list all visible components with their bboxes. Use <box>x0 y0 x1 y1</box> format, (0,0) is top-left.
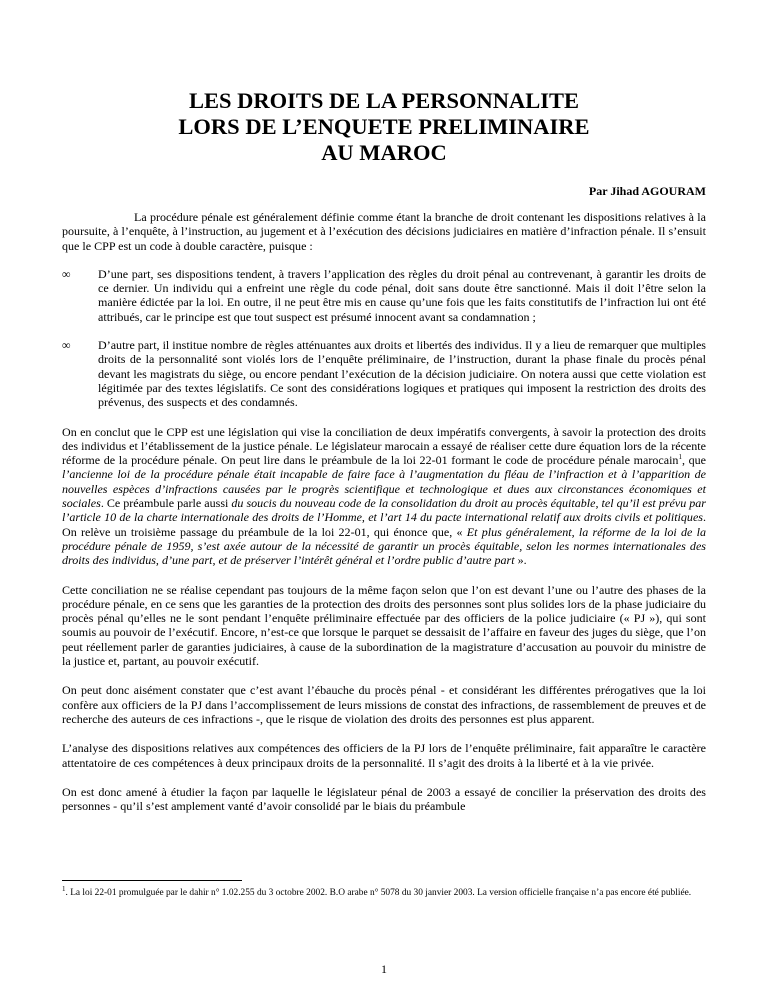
paragraph-constat: On peut donc aisément constater que c’est avant l’ébauche du procès pénal - et considérant les différentes prérogatives que la loi confère aux officiers de la PJ dans l’accomplissement de leurs missions de constat des infractions, de rassemblement de preuves et de recherche des auteurs de ces infractions -, que le risque de violation des droits des personnes est plus apparent. <box>62 683 706 726</box>
title-line-2: LORS DE L’ENQUETE PRELIMINAIRE <box>178 114 590 139</box>
footnote-divider <box>62 880 242 881</box>
bullet-item <box>62 267 706 324</box>
document-title <box>0 88 768 166</box>
bullet-text: D’autre part, il institue nombre de règles atténuantes aux droits et libertés des individus. Il y a lieu de remarquer que multiples droits de la personnalité sont violés lors de l’enquête préliminaire, de l’instruction, durant la phase finale du procès pénal devant les magistrats du siège, ou encore pendant l’exécution de la décision judiciaire. On notera aussi que cette violation est légitimée par des textes législatifs. Ce sont des considérations logiques et pratiques qui imposent la restriction des droits des prévenus, des suspects et des condamnés. <box>98 338 706 410</box>
footnote-text: . La loi 22-01 promulguée par le dahir n° 1.02.255 du 3 octobre 2002. B.O arabe n° 5078 du 30 janvier 2003. La version officielle française n’a pas encore été publiée. <box>65 888 692 898</box>
title-line-1: LES DROITS DE LA PERSONNALITE <box>188 88 580 113</box>
paragraph-conclusion: On en conclut que le CPP est une législation qui vise la conciliation de deux impératifs convergents, à savoir la protection des droits des individus et l’établissement de la justice pénale. Le législateur marocain a essayé de réaliser cette dure équation lors de la récente réforme de la procédure pénale. On peut lire dans le préambule de la loi 22-01 formant le code de procédure pénale marocain$^1$, que l’ancienne loi de la procédure pénale était incapable de faire face à l’augmentation du fléau de l’infraction et à l’apparition de nouvelles espèces d’infractions causées par le progrès scientifique et technologique et dues aux circonstances économiques et sociales. Ce préambule parle aussi du soucis du nouveau code de la consolidation du droit au procès équitable, tel qu’il est prévu par l’article 10 de la charte internationale des droits de l’Homme, et l’art 14 du pacte international relatif aux droits civils et politiques. On relève un troisième passage du préambule de la loi 22-01, qui énonce que, « Et plus généralement, la réforme de la loi de la procédure pénale de 1959, s’est axée autour de la nécessité de garantir un procès équitable, selon les normes internationales des droits des individus, d’une part, et de préserver l’intérêt général et l’ordre public d’autre part ». <box>62 424 706 568</box>
footnote <box>62 884 706 899</box>
bullet-item <box>62 338 706 409</box>
document-body <box>62 210 706 828</box>
page-number: 1 <box>381 962 387 976</box>
title-line-3: AU MAROC <box>321 140 447 165</box>
footnote-mark: 1 <box>62 884 66 893</box>
bullet-text: D’une part, ses dispositions tendent, à travers l’application des règles du droit pénal au contrevenant, à garantir les droits de ce dernier. Un individu qui a enfreint une règle du code pénal, doit sans doute être sanctionné. Mais il doit l’être selon la manière édictée par la loi. En outre, il ne peut être mis en cause qu’une fois que les faits constitutifs de l’infraction lui ont été attribués, car le principe est que tout suspect est présumé innocent avant sa condamnation ; <box>98 266 706 324</box>
paragraph-etude: On est donc amené à étudier la façon par laquelle le législateur pénal de 2003 a essayé de concilier la préservation des droits des personnes - qu’il s’est amplement vanté d’avoir consolidé par le biais du préambule <box>62 784 706 814</box>
footnote-ref[interactable]: 1 <box>678 453 682 462</box>
intro-paragraph: La procédure pénale est généralement définie comme étant la branche de droit contenant les dispositions relatives à la poursuite, à l’enquête, à l’instruction, au jugement et à l’exécution des décisions judiciaires en matière d’infraction pénale. Il s’ensuit que le CPP est un code à double caractère, puisque : <box>62 210 706 253</box>
author-byline: Par Jihad AGOURAM <box>588 184 706 198</box>
paragraph-analyse: L’analyse des dispositions relatives aux compétences des officiers de la PJ lors de l’enquête préliminaire, fait apparaître le caractère attentatoire de ces compétences à deux principaux droits de la personnalité. Il s’agit des droits à la liberté et à la vie privée. <box>62 741 706 770</box>
bullet-symbol: ∞ <box>62 338 71 353</box>
bullet-symbol: ∞ <box>62 266 71 281</box>
paragraph-conciliation: Cette conciliation ne se réalise cependant pas toujours de la même façon selon que l’on est devant l’une ou l’autre des phases de la procédure pénale, en ce sens que les garanties de la protection des droits des personnes sont plus solides lors de la phase judiciaire du procès pénal qu’elles ne le sont pendant l’enquête préliminaire effectuée par des officiers de la police judiciaire (« PJ »), qui sont soumis au pouvoir de l’exécutif. Encore, n’est-ce que lorsque le parquet se dessaisit de l’affaire en faveur des juges du siège, que l’on peut réellement parler de garanties judiciaires, à cause de la subordination de la magistrature d’accusation au pouvoir du ministre de la justice et, partant, au pouvoir exécutif. <box>62 582 706 669</box>
